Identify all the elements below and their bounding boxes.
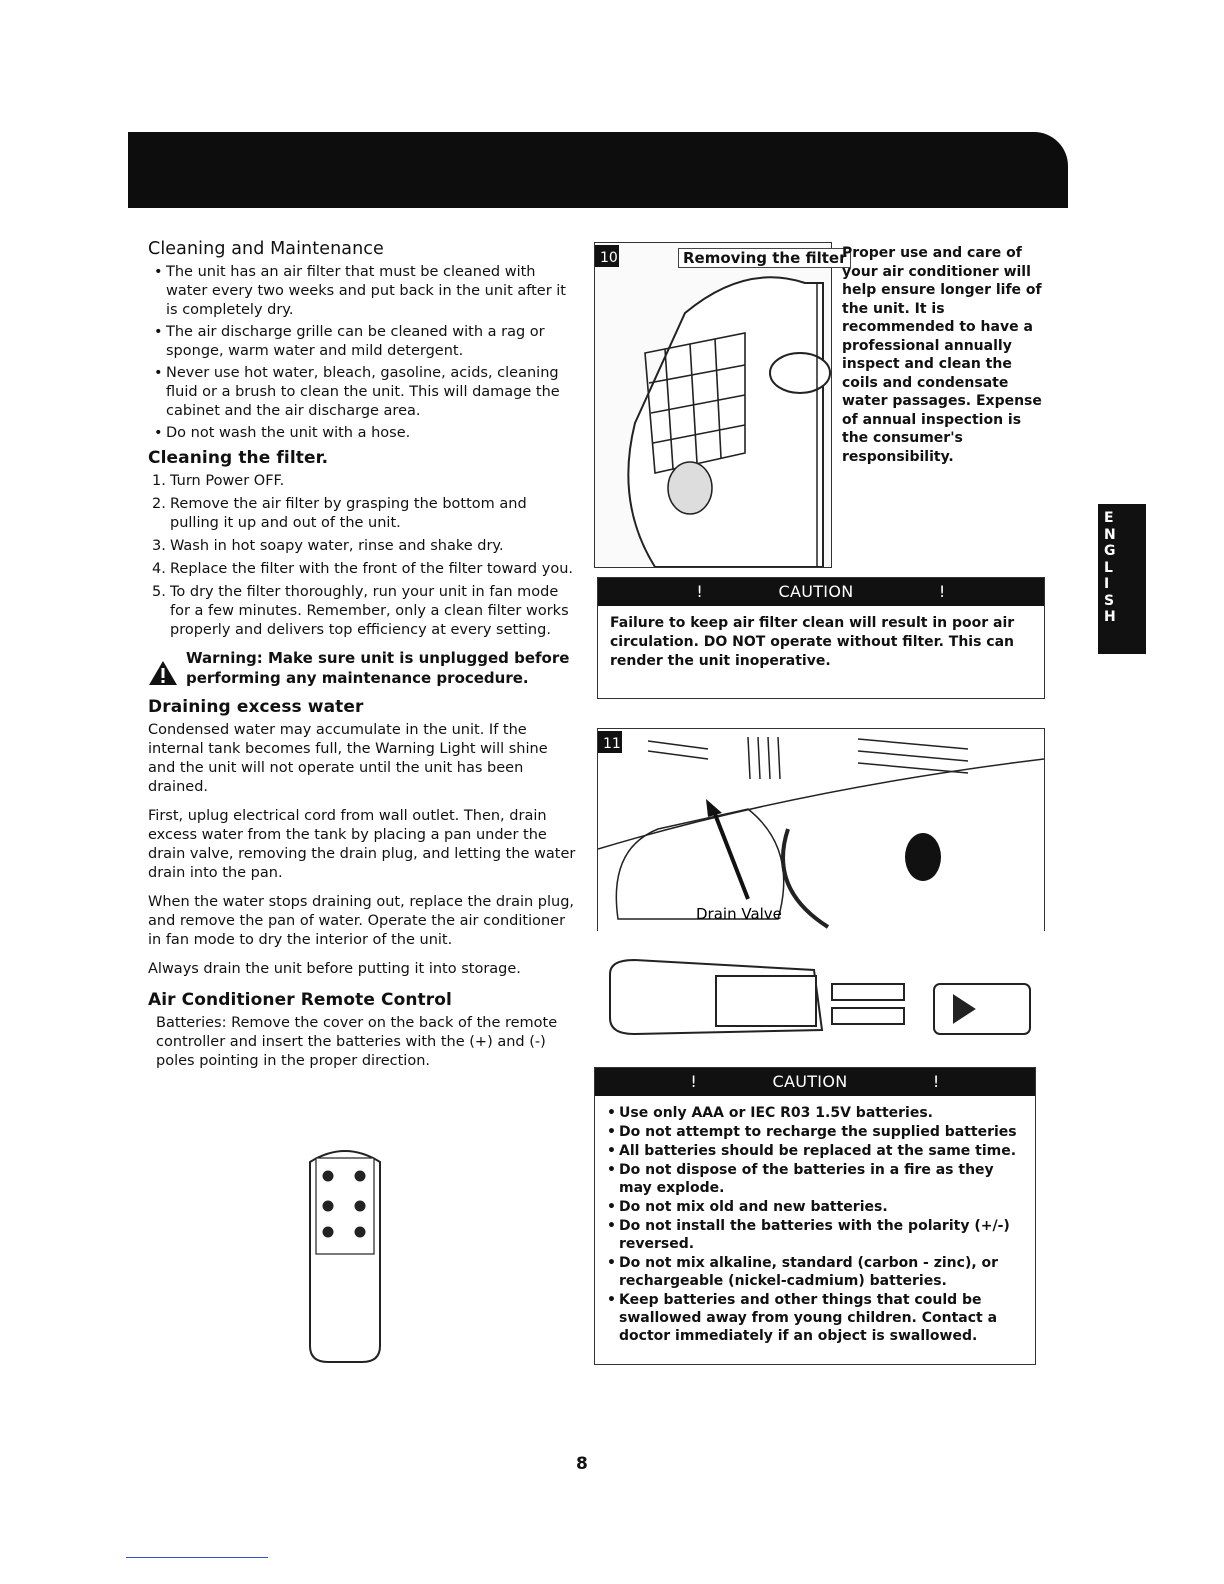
language-tab bbox=[1098, 504, 1146, 654]
warning-note bbox=[148, 648, 578, 688]
remote-title: Air Conditioner Remote Control bbox=[148, 990, 452, 1010]
caution-box-batteries bbox=[594, 1067, 1036, 1365]
care-paragraph: Proper use and care of your air conditioner will help ensure longer life of the unit. It is recommended to have a professional annually inspect and clean the coils and condensate water passages. Expense of annual inspection is the consumer's responsibility. bbox=[842, 245, 1042, 465]
warning-icon bbox=[148, 660, 178, 686]
draining-paragraph: First, uplug electrical cord from wall outlet. Then, drain excess water from the tank by placing a pan under the drain valve, removing the drain plug, and letting the water drain into the pan. bbox=[148, 808, 576, 881]
list-item: 5. To dry the filter thoroughly, run your unit in fan mode for a few minutes. Remember, only a clean filter works properly and delivers top efficiency at every setting. bbox=[152, 584, 569, 638]
list-item: 1. Turn Power OFF. bbox=[152, 473, 285, 489]
list-item: • Keep batteries and other things that could be swallowed away from young children. Contact a doctor immediately if an object is swallowed. bbox=[605, 1291, 1029, 1345]
alert-icon: ! bbox=[932, 1072, 940, 1091]
figure-removing-filter bbox=[594, 242, 832, 568]
battery-caution-list bbox=[595, 1104, 1035, 1345]
drain-valve-label: Drain Valve bbox=[696, 905, 782, 923]
caution-label: CAUTION bbox=[772, 1072, 848, 1091]
header-band bbox=[128, 132, 1068, 208]
list-item: 4. Replace the filter with the front of the filter toward you. bbox=[152, 561, 573, 577]
remote-paragraph: Batteries: Remove the cover on the back of the remote controller and insert the batteries with the (+) and (-) poles pointing in the proper direction. bbox=[156, 1015, 558, 1069]
tab-letter: E bbox=[1104, 510, 1114, 526]
draining-title: Draining excess water bbox=[148, 697, 364, 717]
tab-letter: L bbox=[1104, 559, 1113, 576]
figure-number: 11 bbox=[603, 736, 621, 752]
tab-letter: H bbox=[1104, 609, 1116, 625]
filter-steps bbox=[148, 472, 578, 640]
caution-box-filter bbox=[597, 577, 1045, 699]
list-item: • Do not attempt to recharge the supplied batteries bbox=[605, 1123, 1029, 1141]
filter-illustration bbox=[595, 243, 831, 567]
divider bbox=[126, 1557, 268, 1558]
caution-header bbox=[598, 578, 1044, 606]
list-item: • Do not mix old and new batteries. bbox=[605, 1198, 1029, 1216]
figure-title: Removing the filter bbox=[678, 248, 851, 268]
list-item: • All batteries should be replaced at the same time. bbox=[605, 1142, 1029, 1160]
tab-letter: I bbox=[1104, 576, 1110, 592]
tab-letter: S bbox=[1104, 592, 1115, 609]
filter-title: Cleaning the filter. bbox=[148, 448, 329, 468]
caution-label: CAUTION bbox=[778, 582, 854, 601]
list-item: 2. Remove the air filter by grasping the bottom and pulling it up and out of the unit. bbox=[152, 496, 527, 531]
tab-letter: G bbox=[1104, 543, 1116, 559]
list-item: • Do not install the batteries with the polarity (+/-) reversed. bbox=[605, 1217, 1029, 1253]
list-item: • Never use hot water, bleach, gasoline, acids, cleaning fluid or a brush to clean the unit. This will damage the cabinet and the air discharge area. bbox=[148, 364, 578, 421]
cleaning-list bbox=[148, 263, 578, 443]
left-column bbox=[148, 240, 578, 1081]
figure-number: 10 bbox=[600, 250, 618, 266]
alert-icon: ! bbox=[696, 582, 704, 601]
remote-control-illustration bbox=[306, 1140, 384, 1364]
list-item: 3. Wash in hot soapy water, rinse and shake dry. bbox=[152, 538, 504, 554]
tab-letter: N bbox=[1104, 526, 1116, 543]
alert-icon: ! bbox=[690, 1072, 698, 1091]
list-item: • Use only AAA or IEC R03 1.5V batteries. bbox=[605, 1104, 1029, 1122]
caution-header bbox=[595, 1068, 1035, 1096]
figure-drain-valve bbox=[597, 728, 1045, 931]
draining-paragraph: Always drain the unit before putting it into storage. bbox=[148, 961, 521, 977]
list-item: • The unit has an air filter that must be cleaned with water every two weeks and put back in the unit after it is completely dry. bbox=[148, 263, 578, 320]
alert-icon: ! bbox=[938, 582, 946, 601]
list-item: • The air discharge grille can be cleaned with a rag or sponge, warm water and mild detergent. bbox=[148, 323, 578, 361]
list-item: • Do not wash the unit with a hose. bbox=[148, 424, 578, 443]
list-item: • Do not dispose of the batteries in a fire as they may explode. bbox=[605, 1161, 1029, 1197]
drain-illustration bbox=[598, 729, 1044, 931]
warning-text: Warning: Make sure unit is unplugged before performing any maintenance procedure. bbox=[186, 649, 570, 687]
page-number: 8 bbox=[576, 1454, 588, 1474]
remote-battery-illustration bbox=[604, 954, 1034, 1046]
caution-text: Failure to keep air filter clean will result in poor air circulation. DO NOT operate without filter. This can render the unit inoperative. bbox=[610, 615, 1015, 669]
draining-paragraph: When the water stops draining out, replace the drain plug, and remove the pan of water. Operate the air conditioner in fan mode to dry the interior of the unit. bbox=[148, 894, 575, 948]
draining-paragraph: Condensed water may accumulate in the unit. If the internal tank becomes full, the Warning Light will shine and the unit will not operate until the unit has been drained. bbox=[148, 722, 548, 795]
cleaning-title: Cleaning and Maintenance bbox=[148, 239, 384, 259]
list-item: • Do not mix alkaline, standard (carbon - zinc), or rechargeable (nickel-cadmium) batteries. bbox=[605, 1254, 1029, 1290]
